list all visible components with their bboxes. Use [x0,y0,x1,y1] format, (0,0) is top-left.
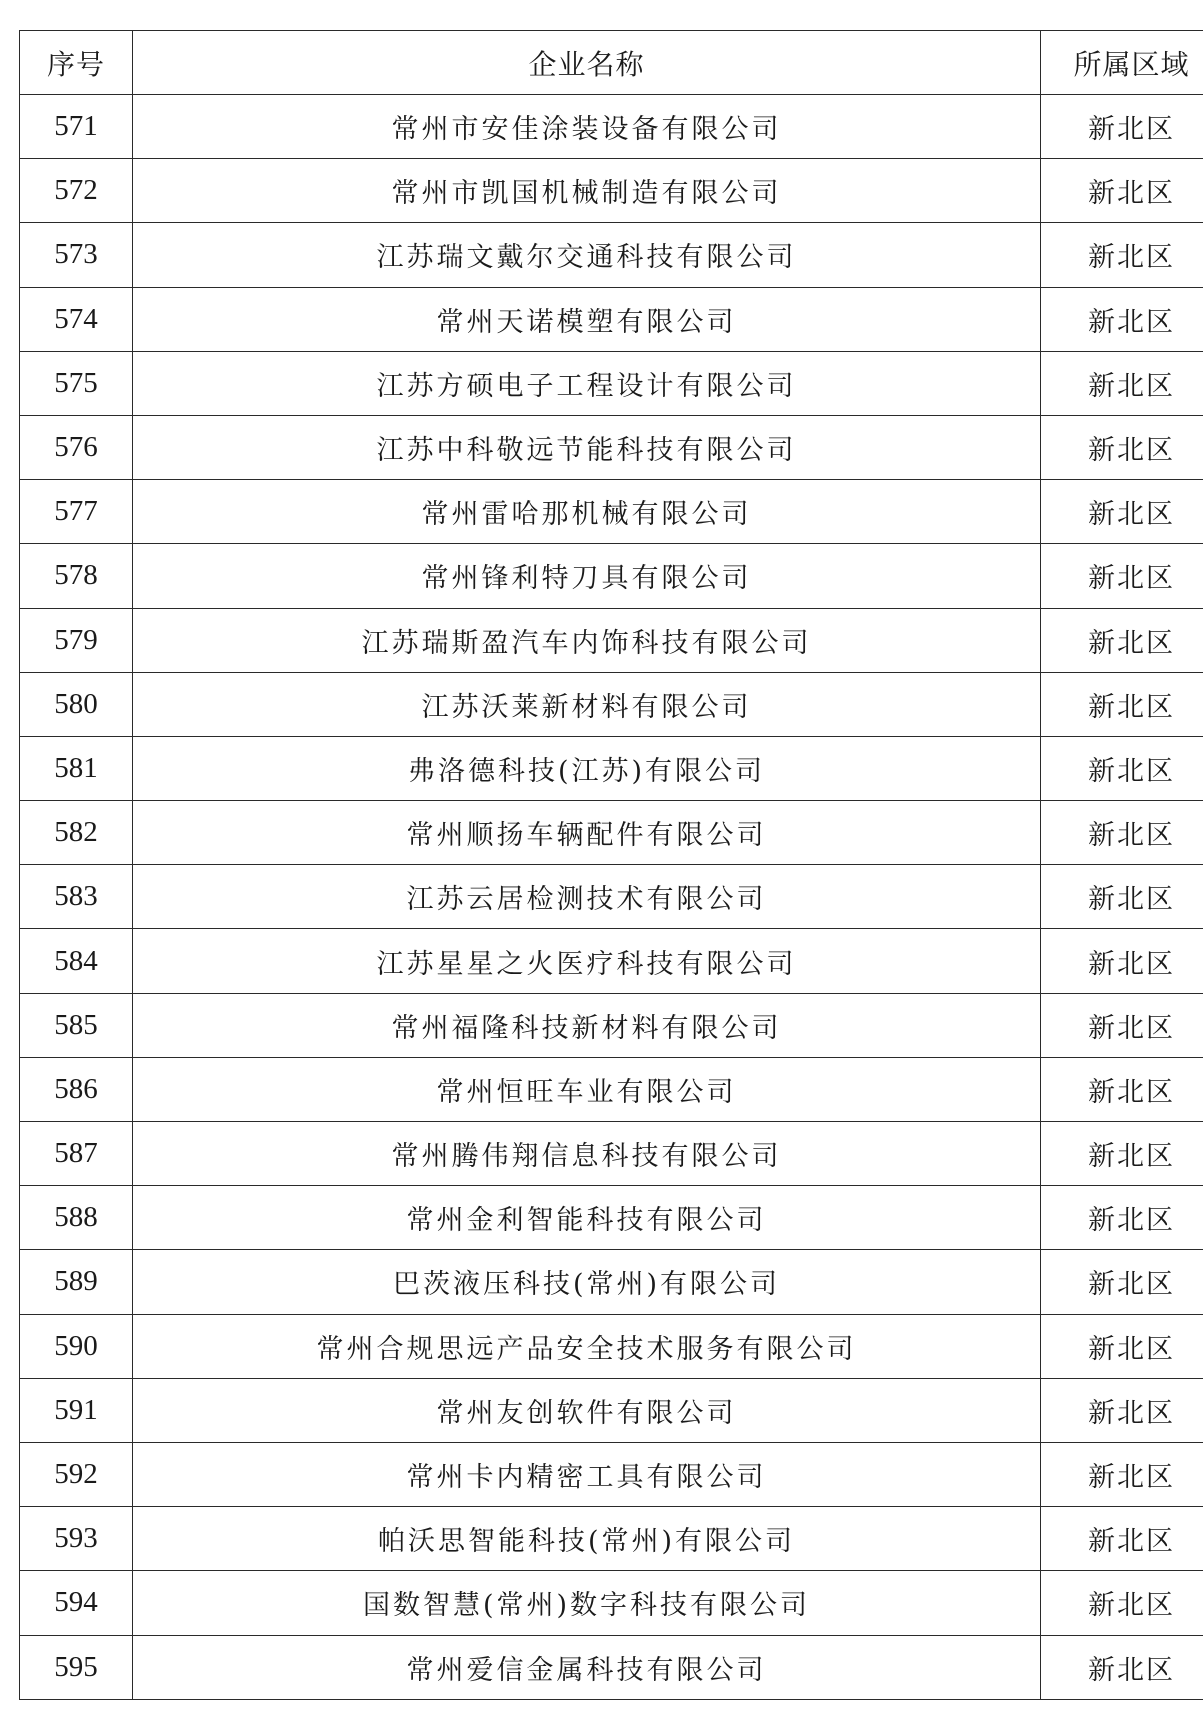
row-serial-number: 586 [20,1057,133,1121]
row-district: 新北区 [1041,1507,1203,1571]
row-company-name: 常州天诺模塑有限公司 [133,287,1041,351]
row-district: 新北区 [1041,480,1203,544]
row-serial-number: 574 [20,287,133,351]
row-serial-number: 591 [20,1378,133,1442]
row-company-name: 常州金利智能科技有限公司 [133,1186,1041,1250]
table-row [20,1378,1203,1442]
row-serial-number: 595 [20,1635,133,1699]
row-company-name: 国数智慧(常州)数字科技有限公司 [133,1571,1041,1635]
row-company-name: 常州卡内精密工具有限公司 [133,1442,1041,1506]
table-row [20,608,1203,672]
row-serial-number: 579 [20,608,133,672]
row-company-name: 常州市凯国机械制造有限公司 [133,159,1041,223]
row-district: 新北区 [1041,801,1203,865]
row-company-name: 常州雷哈那机械有限公司 [133,480,1041,544]
row-company-name: 常州爱信金属科技有限公司 [133,1635,1041,1699]
row-serial-number: 576 [20,415,133,479]
table-row [20,1186,1203,1250]
table-row [20,801,1203,865]
row-serial-number: 593 [20,1507,133,1571]
row-serial-number: 572 [20,159,133,223]
row-district: 新北区 [1041,1250,1203,1314]
table-row [20,1122,1203,1186]
row-district: 新北区 [1041,1122,1203,1186]
row-district: 新北区 [1041,544,1203,608]
company-list-table [19,30,1203,1700]
header-company-name: 企业名称 [133,31,1041,95]
row-district: 新北区 [1041,1186,1203,1250]
table-row [20,736,1203,800]
row-district: 新北区 [1041,287,1203,351]
row-company-name: 江苏中科敬远节能科技有限公司 [133,415,1041,479]
row-district: 新北区 [1041,1635,1203,1699]
table-row [20,415,1203,479]
table-row [20,159,1203,223]
row-district: 新北区 [1041,608,1203,672]
table-row [20,351,1203,415]
row-serial-number: 582 [20,801,133,865]
row-serial-number: 592 [20,1442,133,1506]
row-district: 新北区 [1041,223,1203,287]
row-company-name: 常州合规思远产品安全技术服务有限公司 [133,1314,1041,1378]
table-row [20,672,1203,736]
row-district: 新北区 [1041,415,1203,479]
table-row [20,287,1203,351]
table-row [20,865,1203,929]
row-district: 新北区 [1041,672,1203,736]
row-company-name: 江苏沃莱新材料有限公司 [133,672,1041,736]
row-company-name: 常州锋利特刀具有限公司 [133,544,1041,608]
row-company-name: 巴茨液压科技(常州)有限公司 [133,1250,1041,1314]
row-serial-number: 590 [20,1314,133,1378]
row-company-name: 常州市安佳涂装设备有限公司 [133,95,1041,159]
row-district: 新北区 [1041,1378,1203,1442]
row-company-name: 弗洛德科技(江苏)有限公司 [133,736,1041,800]
table-row [20,1250,1203,1314]
row-district: 新北区 [1041,736,1203,800]
row-district: 新北区 [1041,1057,1203,1121]
table-row [20,929,1203,993]
table-row [20,993,1203,1057]
row-serial-number: 584 [20,929,133,993]
row-district: 新北区 [1041,865,1203,929]
row-company-name: 帕沃思智能科技(常州)有限公司 [133,1507,1041,1571]
row-serial-number: 571 [20,95,133,159]
row-district: 新北区 [1041,159,1203,223]
row-serial-number: 575 [20,351,133,415]
table-row [20,1635,1203,1699]
table-body [20,95,1203,1700]
row-serial-number: 585 [20,993,133,1057]
row-company-name: 常州顺扬车辆配件有限公司 [133,801,1041,865]
row-district: 新北区 [1041,929,1203,993]
row-district: 新北区 [1041,351,1203,415]
table-row [20,1571,1203,1635]
row-company-name: 江苏方硕电子工程设计有限公司 [133,351,1041,415]
row-district: 新北区 [1041,993,1203,1057]
row-company-name: 常州腾伟翔信息科技有限公司 [133,1122,1041,1186]
row-company-name: 常州友创软件有限公司 [133,1378,1041,1442]
header-district: 所属区域 [1041,31,1203,95]
row-serial-number: 580 [20,672,133,736]
row-serial-number: 588 [20,1186,133,1250]
row-district: 新北区 [1041,1442,1203,1506]
row-serial-number: 578 [20,544,133,608]
row-serial-number: 587 [20,1122,133,1186]
table-row [20,480,1203,544]
row-district: 新北区 [1041,95,1203,159]
row-serial-number: 583 [20,865,133,929]
row-company-name: 江苏瑞文戴尔交通科技有限公司 [133,223,1041,287]
table-row [20,1507,1203,1571]
row-company-name: 常州福隆科技新材料有限公司 [133,993,1041,1057]
table-row [20,1057,1203,1121]
table-row [20,95,1203,159]
row-serial-number: 577 [20,480,133,544]
row-company-name: 江苏云居检测技术有限公司 [133,865,1041,929]
row-company-name: 常州恒旺车业有限公司 [133,1057,1041,1121]
row-serial-number: 594 [20,1571,133,1635]
row-serial-number: 573 [20,223,133,287]
table-row [20,1314,1203,1378]
table-header [20,31,1203,95]
table-row [20,1442,1203,1506]
header-serial-number: 序号 [20,31,133,95]
row-company-name: 江苏星星之火医疗科技有限公司 [133,929,1041,993]
table-row [20,544,1203,608]
row-serial-number: 589 [20,1250,133,1314]
row-district: 新北区 [1041,1314,1203,1378]
row-company-name: 江苏瑞斯盈汽车内饰科技有限公司 [133,608,1041,672]
header-row [20,31,1203,95]
row-serial-number: 581 [20,736,133,800]
row-district: 新北区 [1041,1571,1203,1635]
table-row [20,223,1203,287]
